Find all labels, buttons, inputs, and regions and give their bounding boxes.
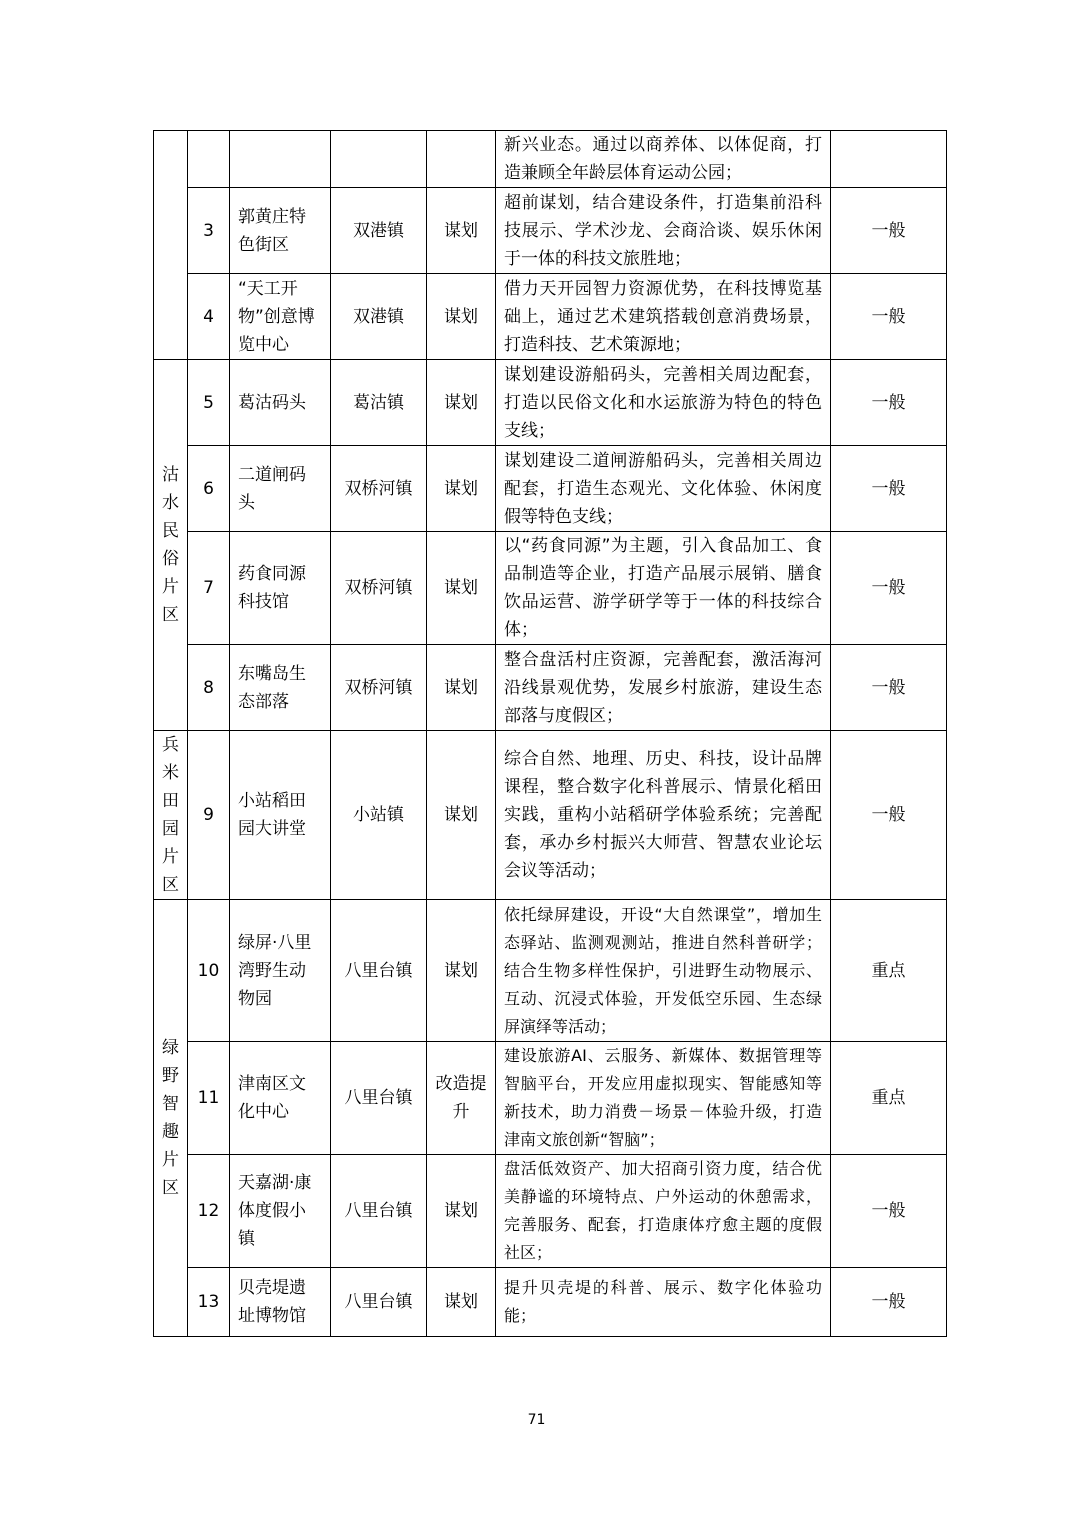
priority-level: 一般 <box>831 360 947 446</box>
project-name <box>230 131 331 188</box>
row-number: 13 <box>188 1268 230 1337</box>
town: 八里台镇 <box>331 1155 427 1268</box>
table-row <box>154 446 947 532</box>
town: 八里台镇 <box>331 1042 427 1155</box>
zone-cell-lvye <box>154 900 188 1337</box>
town: 双桥河镇 <box>331 446 427 532</box>
description: 依托绿屏建设，开设“大自然课堂”，增加生态驿站、监测观测站，推进自然科普研学；结合生物多样性保护，引进野生动物展示、互动、沉浸式体验，开发低空乐园、生态绿屏演绎等活动； <box>496 900 831 1042</box>
stage: 改造提升 <box>427 1042 496 1155</box>
project-name: 二道闸码头 <box>230 446 331 532</box>
row-number: 10 <box>188 900 230 1042</box>
table-row <box>154 1042 947 1155</box>
zone-label-char: 米 <box>162 763 179 783</box>
project-name: 药食同源科技馆 <box>230 532 331 645</box>
zone-label-char: 区 <box>162 605 179 625</box>
town: 小站镇 <box>331 731 427 900</box>
row-number: 8 <box>188 645 230 731</box>
table-row <box>154 1268 947 1337</box>
stage: 谋划 <box>427 274 496 360</box>
project-name: 绿屏·八里湾野生动物园 <box>230 900 331 1042</box>
zone-label-char: 民 <box>162 521 179 541</box>
priority-level: 一般 <box>831 188 947 274</box>
zone-label <box>154 461 187 629</box>
zone-label-char: 趣 <box>162 1122 179 1142</box>
table-row <box>154 360 947 446</box>
town: 八里台镇 <box>331 1268 427 1337</box>
row-number <box>188 131 230 188</box>
priority-level: 重点 <box>831 900 947 1042</box>
zone-label-char: 区 <box>162 875 179 895</box>
project-name: “天工开物”创意博览中心 <box>230 274 331 360</box>
description: 提升贝壳堤的科普、展示、数字化体验功能； <box>496 1268 831 1337</box>
stage: 谋划 <box>427 1268 496 1337</box>
description: 谋划建设游船码头，完善相关周边配套，打造以民俗文化和水运旅游为特色的特色支线； <box>496 360 831 446</box>
zone-cell-empty <box>154 131 188 360</box>
table-row <box>154 532 947 645</box>
stage: 谋划 <box>427 188 496 274</box>
description: 谋划建设二道闸游船码头，完善相关周边配套，打造生态观光、文化体验、休闲度假等特色支线； <box>496 446 831 532</box>
row-number: 6 <box>188 446 230 532</box>
row-number: 3 <box>188 188 230 274</box>
row-number: 5 <box>188 360 230 446</box>
zone-label-char: 园 <box>162 819 179 839</box>
table-row <box>154 1155 947 1268</box>
project-name: 东嘴岛生态部落 <box>230 645 331 731</box>
description: 综合自然、地理、历史、科技，设计品牌课程，整合数字化科普展示、情景化稻田实践，重构小站稻研学体验系统；完善配套，承办乡村振兴大师营、智慧农业论坛会议等活动； <box>496 731 831 900</box>
project-table <box>153 130 947 1337</box>
table-row <box>154 900 947 1042</box>
stage: 谋划 <box>427 731 496 900</box>
priority-level: 一般 <box>831 1155 947 1268</box>
description: 超前谋划，结合建设条件，打造集前沿科技展示、学术沙龙、会商洽谈、娱乐休闲于一体的科技文旅胜地； <box>496 188 831 274</box>
zone-label-char: 区 <box>162 1178 179 1198</box>
table-row <box>154 731 947 900</box>
priority-level: 一般 <box>831 731 947 900</box>
row-number: 12 <box>188 1155 230 1268</box>
row-number: 9 <box>188 731 230 900</box>
row-number: 4 <box>188 274 230 360</box>
zone-label-char: 片 <box>162 847 179 867</box>
town: 双桥河镇 <box>331 532 427 645</box>
town: 葛沽镇 <box>331 360 427 446</box>
stage <box>427 131 496 188</box>
project-name: 贝壳堤遗址博物馆 <box>230 1268 331 1337</box>
page-number: 71 <box>527 1412 546 1428</box>
row-number: 7 <box>188 532 230 645</box>
description: 借力天开园智力资源优势，在科技博览基础上，通过艺术建筑搭载创意消费场景，打造科技、艺术策源地； <box>496 274 831 360</box>
description: 盘活低效资产、加大招商引资力度，结合优美静谧的环境特点、户外运动的休憩需求，完善服务、配套，打造康体疗愈主题的度假社区； <box>496 1155 831 1268</box>
stage: 谋划 <box>427 900 496 1042</box>
table-row <box>154 188 947 274</box>
zone-label-char: 俗 <box>162 549 179 569</box>
description: 新兴业态。通过以商养体、以体促商，打造兼顾全年龄层体育运动公园； <box>496 131 831 188</box>
project-name: 津南区文化中心 <box>230 1042 331 1155</box>
project-name: 葛沽码头 <box>230 360 331 446</box>
project-name: 郭黄庄特色街区 <box>230 188 331 274</box>
description: 建设旅游AI、云服务、新媒体、数据管理等智脑平台，开发应用虚拟现实、智能感知等新技术，助力消费－场景－体验升级，打造津南文旅创新“智脑”； <box>496 1042 831 1155</box>
town: 双港镇 <box>331 274 427 360</box>
zone-label-char: 沽 <box>162 465 179 485</box>
stage: 谋划 <box>427 446 496 532</box>
description: 以“药食同源”为主题，引入食品加工、食品制造等企业，打造产品展示展销、膳食饮品运营、游学研学等于一体的科技综合体； <box>496 532 831 645</box>
zone-label <box>154 1034 187 1202</box>
town: 双桥河镇 <box>331 645 427 731</box>
description: 整合盘活村庄资源，完善配套，激活海河沿线景观优势，发展乡村旅游，建设生态部落与度假区； <box>496 645 831 731</box>
stage: 谋划 <box>427 360 496 446</box>
zone-label <box>154 731 187 899</box>
priority-level: 一般 <box>831 645 947 731</box>
row-number: 11 <box>188 1042 230 1155</box>
zone-label-char: 兵 <box>162 735 179 755</box>
town: 双港镇 <box>331 188 427 274</box>
project-name: 小站稻田园大讲堂 <box>230 731 331 900</box>
priority-level: 一般 <box>831 274 947 360</box>
priority-level <box>831 131 947 188</box>
project-name: 天嘉湖·康体度假小镇 <box>230 1155 331 1268</box>
table-row <box>154 131 947 188</box>
table-row <box>154 645 947 731</box>
zone-label-char: 智 <box>162 1094 179 1114</box>
priority-level: 一般 <box>831 446 947 532</box>
priority-level: 一般 <box>831 1268 947 1337</box>
town: 八里台镇 <box>331 900 427 1042</box>
zone-label-char: 野 <box>162 1066 179 1086</box>
stage: 谋划 <box>427 532 496 645</box>
zone-cell-bingmi <box>154 731 188 900</box>
priority-level: 一般 <box>831 532 947 645</box>
zone-label-char: 水 <box>162 493 179 513</box>
stage: 谋划 <box>427 1155 496 1268</box>
zone-label-char: 片 <box>162 577 179 597</box>
stage: 谋划 <box>427 645 496 731</box>
zone-label-char: 绿 <box>162 1038 179 1058</box>
priority-level: 重点 <box>831 1042 947 1155</box>
zone-cell-gushui <box>154 360 188 731</box>
zone-label-char: 田 <box>162 791 179 811</box>
zone-label-char: 片 <box>162 1150 179 1170</box>
table-row <box>154 274 947 360</box>
town <box>331 131 427 188</box>
